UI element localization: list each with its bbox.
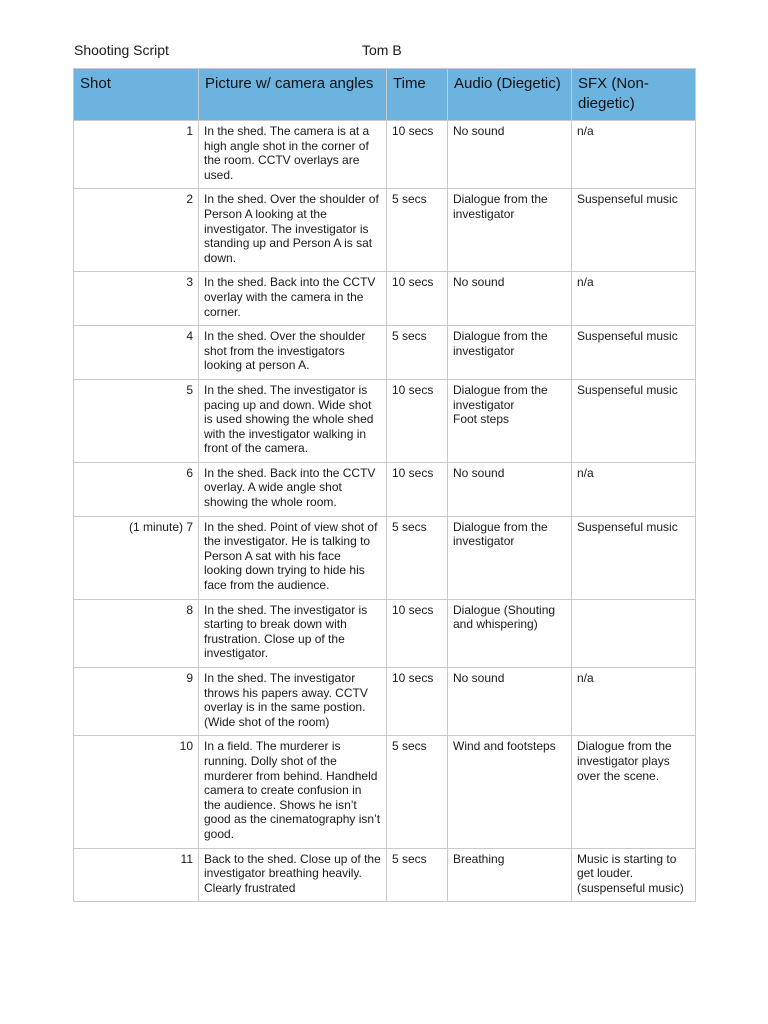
picture-cell: In the shed. Over the shoulder shot from the investigators looking at person A.: [199, 326, 387, 380]
column-header-audio: Audio (Diegetic): [448, 69, 572, 121]
document-header: [74, 42, 694, 62]
audio-cell: Dialogue from the investigator: [448, 516, 572, 599]
shot-number-cell: 11: [74, 848, 199, 902]
shot-number-cell: 10: [74, 736, 199, 848]
sfx-cell: Suspenseful music: [572, 326, 696, 380]
table-row: [74, 462, 696, 516]
time-cell: 10 secs: [387, 462, 448, 516]
sfx-cell: Music is starting to get louder. (suspenseful music): [572, 848, 696, 902]
audio-cell: Breathing: [448, 848, 572, 902]
shot-number-cell: 2: [74, 189, 199, 272]
shot-number-cell: (1 minute) 7: [74, 516, 199, 599]
document-author: Tom B: [362, 42, 402, 58]
time-cell: 10 secs: [387, 121, 448, 189]
sfx-cell: n/a: [572, 462, 696, 516]
table-row: [74, 379, 696, 462]
picture-cell: In a field. The murderer is running. Dolly shot of the murderer from behind. Handheld camera to create confusion in the audience. Shows he isn’t good as the cinematography isn’t good.: [199, 736, 387, 848]
shot-number-cell: 6: [74, 462, 199, 516]
time-cell: 10 secs: [387, 272, 448, 326]
sfx-cell: n/a: [572, 121, 696, 189]
audio-cell: Dialogue from the investigator: [448, 326, 572, 380]
time-cell: 10 secs: [387, 379, 448, 462]
column-header-shot: Shot: [74, 69, 199, 121]
time-cell: 10 secs: [387, 668, 448, 736]
table-row: [74, 121, 696, 189]
shot-number-cell: 3: [74, 272, 199, 326]
table-row: [74, 516, 696, 599]
time-cell: 5 secs: [387, 736, 448, 848]
picture-cell: Back to the shed. Close up of the investigator breathing heavily. Clearly frustrated: [199, 848, 387, 902]
table-row: [74, 668, 696, 736]
document-title: Shooting Script: [74, 42, 169, 58]
picture-cell: In the shed. The investigator is starting to break down with frustration. Close up of the investigator.: [199, 599, 387, 667]
audio-cell: No sound: [448, 462, 572, 516]
audio-cell: Dialogue from the investigator Foot steps: [448, 379, 572, 462]
sfx-cell: Suspenseful music: [572, 189, 696, 272]
picture-cell: In the shed. Over the shoulder of Person A looking at the investigator. The investigator is standing up and Person A is sat down.: [199, 189, 387, 272]
table-row: [74, 272, 696, 326]
picture-cell: In the shed. The camera is at a high angle shot in the corner of the room. CCTV overlays are used.: [199, 121, 387, 189]
shot-number-cell: 1: [74, 121, 199, 189]
table-row: [74, 848, 696, 902]
audio-cell: Dialogue from the investigator: [448, 189, 572, 272]
table-row: [74, 326, 696, 380]
picture-cell: In the shed. Point of view shot of the investigator. He is talking to Person A sat with his face looking down trying to hide his face from the audience.: [199, 516, 387, 599]
sfx-cell: n/a: [572, 272, 696, 326]
sfx-cell: Suspenseful music: [572, 516, 696, 599]
audio-cell: No sound: [448, 272, 572, 326]
audio-cell: No sound: [448, 121, 572, 189]
shooting-script-table: [73, 68, 696, 902]
shot-number-cell: 8: [74, 599, 199, 667]
picture-cell: In the shed. Back into the CCTV overlay with the camera in the corner.: [199, 272, 387, 326]
picture-cell: In the shed. The investigator throws his papers away. CCTV overlay is in the same postion. (Wide shot of the room): [199, 668, 387, 736]
table-row: [74, 189, 696, 272]
column-header-time: Time: [387, 69, 448, 121]
sfx-cell: [572, 599, 696, 667]
table-row: [74, 736, 696, 848]
table-header-row: [74, 69, 696, 121]
picture-cell: In the shed. Back into the CCTV overlay. A wide angle shot showing the whole room.: [199, 462, 387, 516]
shot-number-cell: 4: [74, 326, 199, 380]
time-cell: 5 secs: [387, 848, 448, 902]
time-cell: 5 secs: [387, 189, 448, 272]
time-cell: 5 secs: [387, 326, 448, 380]
sfx-cell: Suspenseful music: [572, 379, 696, 462]
time-cell: 5 secs: [387, 516, 448, 599]
audio-cell: Dialogue (Shouting and whispering): [448, 599, 572, 667]
sfx-cell: Dialogue from the investigator plays over the scene.: [572, 736, 696, 848]
picture-cell: In the shed. The investigator is pacing up and down. Wide shot is used showing the whole shed with the investigator walking in front of the camera.: [199, 379, 387, 462]
column-header-picture: Picture w/ camera angles: [199, 69, 387, 121]
shot-number-cell: 5: [74, 379, 199, 462]
shot-number-cell: 9: [74, 668, 199, 736]
time-cell: 10 secs: [387, 599, 448, 667]
audio-cell: Wind and footsteps: [448, 736, 572, 848]
audio-cell: No sound: [448, 668, 572, 736]
sfx-cell: n/a: [572, 668, 696, 736]
column-header-sfx: SFX (Non-diegetic): [572, 69, 696, 121]
table-row: [74, 599, 696, 667]
